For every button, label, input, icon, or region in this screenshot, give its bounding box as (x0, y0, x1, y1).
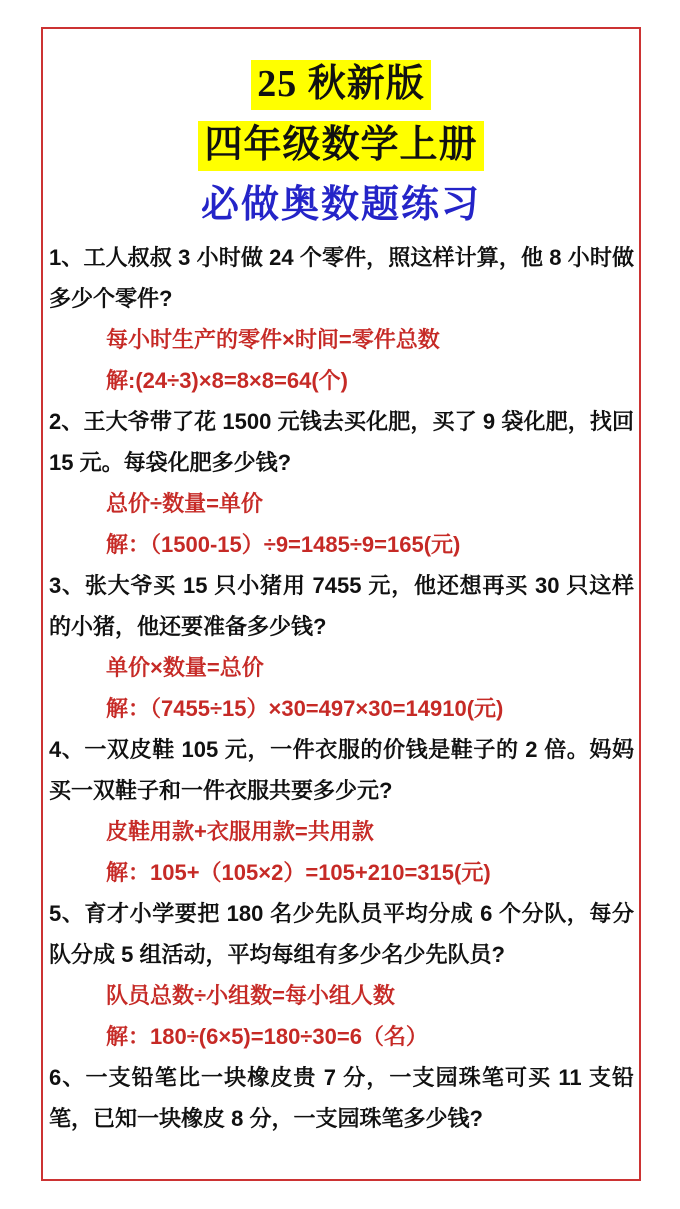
problems-list (43, 237, 639, 1139)
problem-item (49, 237, 634, 401)
document-header (43, 29, 639, 230)
problem-formula: 队员总数÷小组数=每小组人数 (106, 983, 395, 1008)
title-line-1-highlighted: 25 秋新版 (251, 60, 431, 110)
problem-solution: 解：（1500-15）÷9=1485÷9=165(元) (106, 532, 461, 557)
problem-question: 3、张大爷买 15 只小猪用 7455 元，他还想再买 30 只这样的小猪，他还要准备多少钱? (49, 573, 634, 639)
problem-question: 2、王大爷带了花 1500 元钱去买化肥，买了 9 袋化肥，找回 15 元。每袋化肥多少钱? (49, 409, 634, 475)
problem-formula: 每小时生产的零件×时间=零件总数 (106, 327, 440, 352)
problem-formula: 总价÷数量=单价 (106, 491, 263, 516)
problem-solution: 解：180÷(6×5)=180÷30=6（名） (106, 1024, 428, 1049)
problem-item (49, 565, 634, 729)
problem-question: 5、育才小学要把 180 名少先队员平均分成 6 个分队，每分队分成 5 组活动，平均每组有多少名少先队员? (49, 901, 634, 967)
problem-solution: 解：（7455÷15）×30=497×30=14910(元) (106, 696, 504, 721)
problem-solution: 解:(24÷3)×8=8×8=64(个) (106, 368, 348, 393)
problem-item (49, 1057, 634, 1139)
problem-solution: 解：105+（105×2）=105+210=315(元) (106, 860, 491, 885)
title-line-3-subtitle: 必做奥数题练习 (200, 184, 481, 226)
problem-item (49, 401, 634, 565)
title-row-1 (43, 61, 639, 115)
problem-question: 6、一支铅笔比一块橡皮贵 7 分，一支园珠笔可买 11 支铅笔，已知一块橡皮 8 分，一支园珠笔多少钱? (49, 1065, 634, 1131)
problem-question: 1、工人叔叔 3 小时做 24 个零件，照这样计算，他 8 小时做多少个零件? (49, 245, 634, 311)
problem-item (49, 729, 634, 893)
page-border-frame (41, 27, 641, 1181)
problem-formula: 皮鞋用款+衣服用款=共用款 (106, 819, 374, 844)
title-line-2-highlighted: 四年级数学上册 (198, 121, 483, 171)
problem-item (49, 893, 634, 1057)
problem-question: 4、一双皮鞋 105 元，一件衣服的价钱是鞋子的 2 倍。妈妈买一双鞋子和一件衣服共要多少元? (49, 737, 634, 803)
problem-formula: 单价×数量=总价 (106, 655, 264, 680)
title-row-2 (43, 120, 639, 178)
